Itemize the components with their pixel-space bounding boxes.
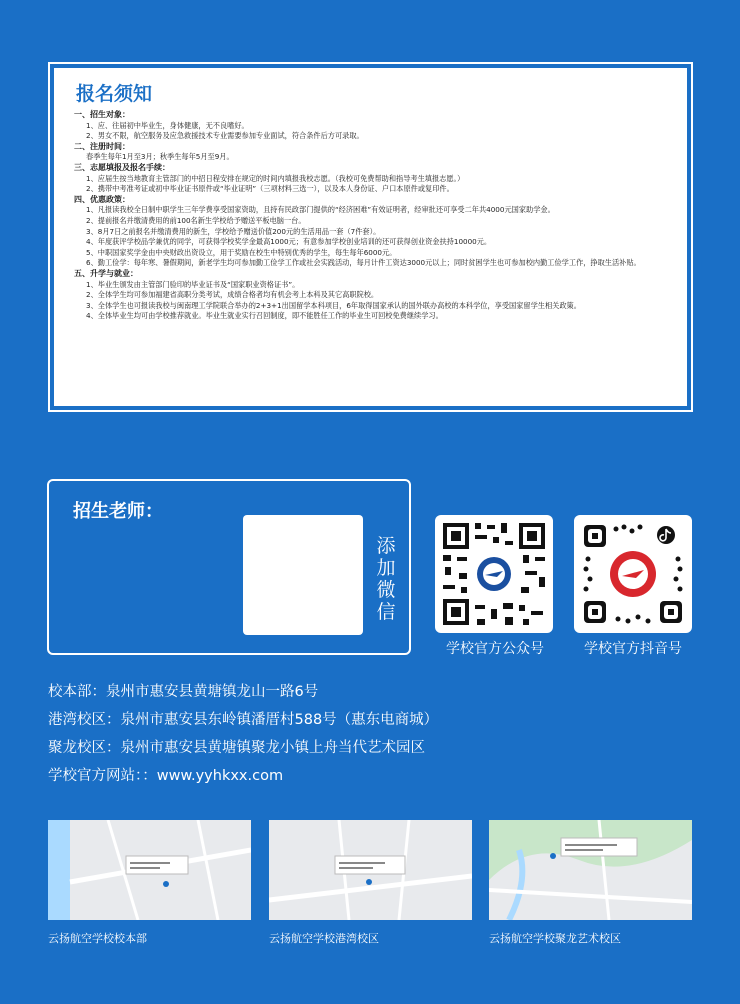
- section-item: 1、应届生按当地教育主管部门的中招日程安排在规定的时间内填报我校志愿。（我校可免费帮助和指导考生填报志愿。）: [86, 173, 465, 183]
- section-item: 1、凡报读我校全日制中职学生三年学费享受国家资助，且持有民政部门提供的“经济困难”有效证明者，经审批还可享受二年共4000元国家助学金。: [86, 205, 555, 215]
- section-item: 2、全体学生均可参加福建省高职分类考试，成绩合格者均有机会考上本科及其它高职院校。: [86, 290, 379, 300]
- section-item: 3、8月7日之前报名并缴清费用的新生，学校给予赠送价值200元的生活用品一套（7件套）。: [86, 226, 381, 236]
- map-label-main: 云扬航空学校校本部: [48, 932, 147, 945]
- section-item: 6、勤工俭学：每年寒、暑假期间，新老学生均可参加勤工俭学工作或社会实践活动，每月计件工资达3000元以上；同时贫困学生也可参加校内勤工俭学工作，挣取生活补贴。: [86, 258, 641, 268]
- section-target: [74, 110, 669, 142]
- section-item: 1、应、往届初中毕业生，身体健康，无不良嗜好。: [86, 120, 249, 130]
- section-heading: 五、升学与就业：: [74, 268, 138, 278]
- section-heading: 四、优惠政策：: [74, 194, 130, 204]
- map-label-harbor: 云扬航空学校港湾校区: [269, 932, 379, 945]
- school-website[interactable]: 学校官方网站：：www.yyhkxx.com: [48, 768, 284, 784]
- section-policy: [74, 195, 669, 269]
- section-heading: 一、招生对象：: [74, 110, 130, 119]
- section-item: 4、全体毕业生均可由学校推荐就业。毕业生就业实行召回制度，即不能胜任工作的毕业生可回校免费继续学习。: [86, 311, 443, 321]
- section-item: 4、年度获评学校品学兼优的同学，可获得学校奖学金最高1000元；有意参加学校创业培训的还可获得创业资金扶持10000元。: [86, 237, 492, 247]
- wechat-official-qr-icon[interactable]: [435, 515, 553, 633]
- address-harbor-campus: 港湾校区：泉州市惠安县东岭镇潘厝村588号（惠东电商城）: [48, 712, 439, 728]
- notice-frame: [48, 62, 693, 412]
- section-heading: 二、注册时间：: [74, 141, 130, 151]
- section-item: 5、中职国家奖学金由中央财政出资设立，用于奖励在校生中特别优秀的学生，每生每年6000元。: [86, 247, 397, 257]
- section-item: 3、全体学生也可报读我校与闽南理工学院联合举办的2+3+1出国留学本科项目，6年取得国家承认的国外联办高校的本科学位，享受国家留学生相关政策。: [86, 300, 581, 310]
- teacher-title: 招生老师：: [73, 501, 163, 522]
- qr-label-douyin: 学校官方抖音号: [584, 641, 682, 657]
- teacher-contact-box: [47, 479, 411, 655]
- map-label-julong: 云扬航空学校聚龙艺术校区: [489, 932, 621, 945]
- section-item: 春季生每年1月至3月；秋季生每年5月至9月。: [86, 152, 234, 162]
- address-main-campus: 校本部：泉州市惠安县黄塘镇龙山一路6号: [48, 684, 319, 700]
- douyin-qr-icon[interactable]: [574, 515, 692, 633]
- map-harbor-campus[interactable]: [269, 820, 472, 920]
- map-main-campus[interactable]: [48, 820, 251, 920]
- add-wechat-label: 添加微信: [376, 535, 396, 623]
- address-julong-campus: 聚龙校区：泉州市惠安县黄塘镇聚龙小镇上舟当代艺术园区: [48, 740, 425, 756]
- section-application: [74, 163, 669, 195]
- section-item: 2、男女不限，航空服务及应急救援技术专业需要参加专业面试，符合条件后方可录取。: [86, 131, 364, 141]
- section-item: 2、提前报名并缴清费用的前100名新生学校给予赠送平板电脑一台。: [86, 215, 306, 225]
- section-item: 1、毕业生颁发由主管部门验印的毕业证书及“国家职业资格证书”。: [86, 279, 300, 289]
- section-item: 2、携带中考准考证或初中毕业证书原件或“毕业证明”（三项材料三选一），以及本人身份证、户口本原件或复印件。: [86, 184, 454, 194]
- notice-title: 报名须知: [76, 83, 153, 105]
- notice-panel: [54, 68, 687, 406]
- qr-label-official: 学校官方公众号: [446, 641, 544, 657]
- section-further-study: [74, 269, 669, 322]
- section-registration: [74, 142, 669, 163]
- wechat-qr-placeholder[interactable]: [243, 515, 363, 635]
- map-julong-campus[interactable]: [489, 820, 692, 920]
- section-heading: 三、志愿填报及报名手续：: [74, 162, 170, 172]
